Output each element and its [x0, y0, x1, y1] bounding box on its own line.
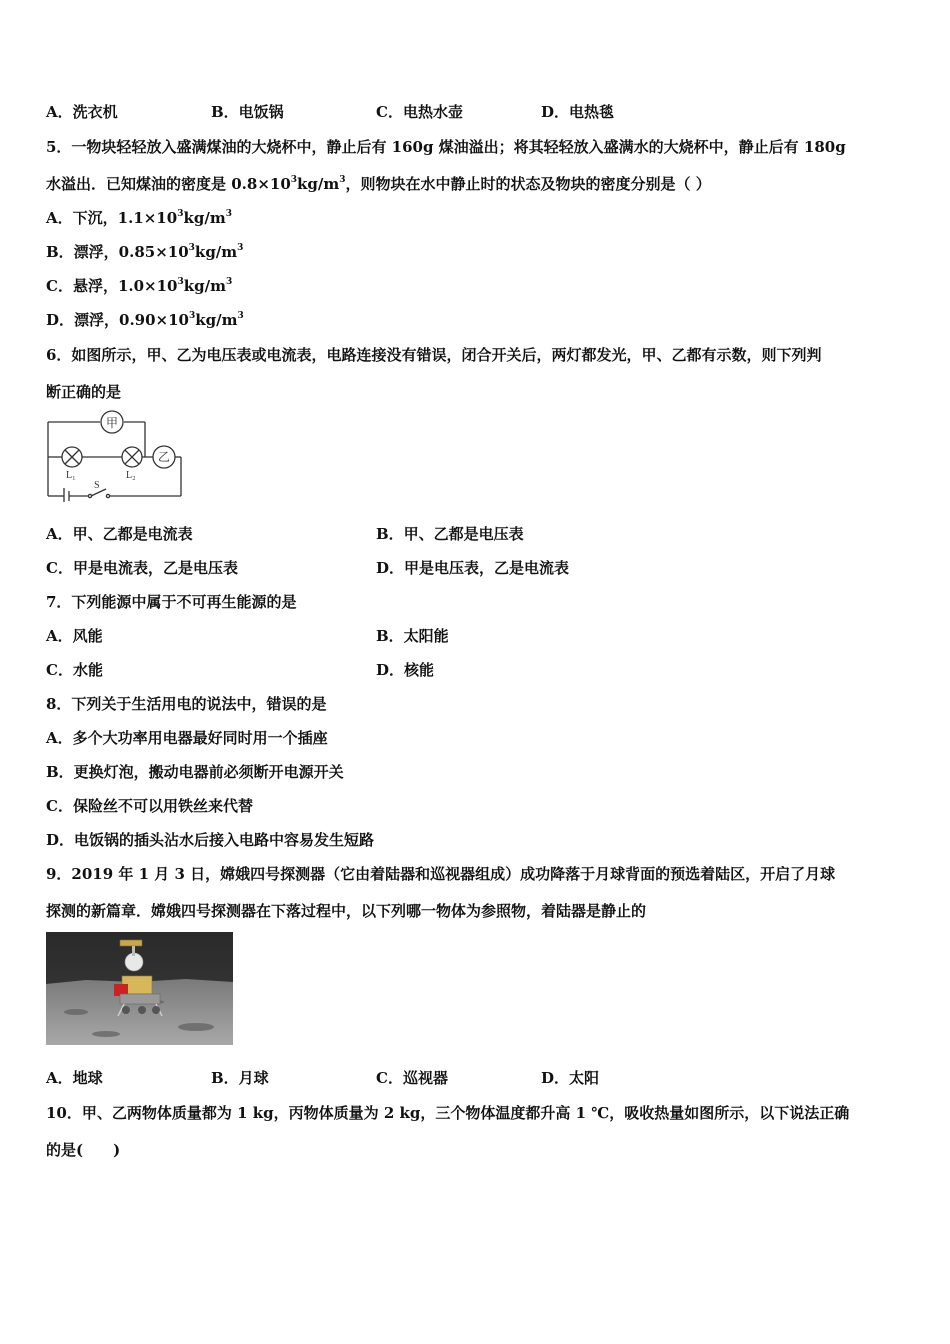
meter-right-label: 乙: [158, 450, 171, 464]
q8-option-b: B．更换灯泡，搬动电器前必须断开电源开关: [46, 763, 344, 781]
q6-option-a: A．甲、乙都是电流表: [46, 525, 193, 543]
q5-option-d: D．漂浮，$0.90\times 10^3kg/m^3$: [46, 311, 244, 329]
q5-stem-line1: 5．一物块轻轻放入盛满煤油的大烧杯中，静止后有 160g 煤油溢出；将其轻轻放入盛满水的大烧杯中，静止后有 180g: [46, 138, 846, 156]
lunar-lander-photo: [46, 932, 233, 1045]
q9-stem-line2: 探测的新篇章．嫦娥四号探测器在下落过程中，以下列哪一物体为参照物，着陆器是静止的: [46, 902, 647, 920]
q9-option-a: A．地球: [46, 1069, 103, 1087]
q4-option-d: D．电热毯: [541, 103, 615, 121]
q10-stem-line2: 的是( ): [46, 1141, 121, 1159]
q6-option-c: C．甲是电流表，乙是电压表: [46, 559, 238, 577]
q4-option-a: A．洗衣机: [46, 103, 118, 121]
q8-option-c: C．保险丝不可以用铁丝来代替: [46, 797, 253, 815]
q7-stem: 7．下列能源中属于不可再生能源的是: [46, 593, 297, 611]
q5-option-b: B．漂浮，$0.85\times 10^3kg/m^3$: [46, 243, 244, 261]
lamp2-label: L₂: [126, 470, 136, 481]
q7-option-d: D．核能: [376, 661, 435, 679]
q4-option-b: B．电饭锅: [211, 103, 284, 121]
q6-stem-line1: 6．如图所示，甲、乙为电压表或电流表，电路连接没有错误，闭合开关后，两灯都发光，甲、乙都有示数，则下列判: [46, 346, 822, 364]
q4-option-c: C．电热水壶: [376, 103, 463, 121]
q6-option-b: B．甲、乙都是电压表: [376, 525, 524, 543]
q5-option-c: C．悬浮，$1.0\times 10^3kg/m^3$: [46, 277, 233, 295]
q9-option-d: D．太阳: [541, 1069, 600, 1087]
q5-stem-line2: 水溢出．已知煤油的密度是 $0.8\times 10^3kg/m^3$，则物块在水中静止时的状态及物块的密度分别是（ ）: [46, 175, 711, 193]
q8-option-d: D．电饭锅的插头沾水后接入电路中容易发生短路: [46, 831, 375, 849]
q6-stem-line2: 断正确的是: [46, 383, 122, 401]
q10-stem-line1: 10．甲、乙两物体质量都为 1 kg，丙物体质量为 2 kg，三个物体温度都升高 1 ℃，吸收热量如图所示，以下说法正确: [46, 1104, 850, 1122]
q8-option-a: A．多个大功率用电器最好同时用一个插座: [46, 729, 328, 747]
q6-option-d: D．甲是电压表，乙是电流表: [376, 559, 570, 577]
q7-option-c: C．水能: [46, 661, 103, 679]
q9-stem-line1: 9．2019 年 1 月 3 日，嫦娥四号探测器（它由着陆器和巡视器组成）成功降落于月球背面的预选着陆区，开启了月球: [46, 865, 836, 883]
meter-top-label: 甲: [106, 416, 119, 430]
q7-option-a: A．风能: [46, 627, 103, 645]
circuit-diagram: [44, 410, 186, 502]
lamp1-label: L₁: [66, 470, 76, 481]
q9-option-b: B．月球: [211, 1069, 269, 1087]
q7-option-b: B．太阳能: [376, 627, 449, 645]
q9-option-c: C．巡视器: [376, 1069, 448, 1087]
q5-option-a: A．下沉，$1.1\times 10^3kg/m^3$: [46, 209, 232, 227]
switch-label: S: [94, 480, 100, 491]
q8-stem: 8．下列关于生活用电的说法中，错误的是: [46, 695, 327, 713]
